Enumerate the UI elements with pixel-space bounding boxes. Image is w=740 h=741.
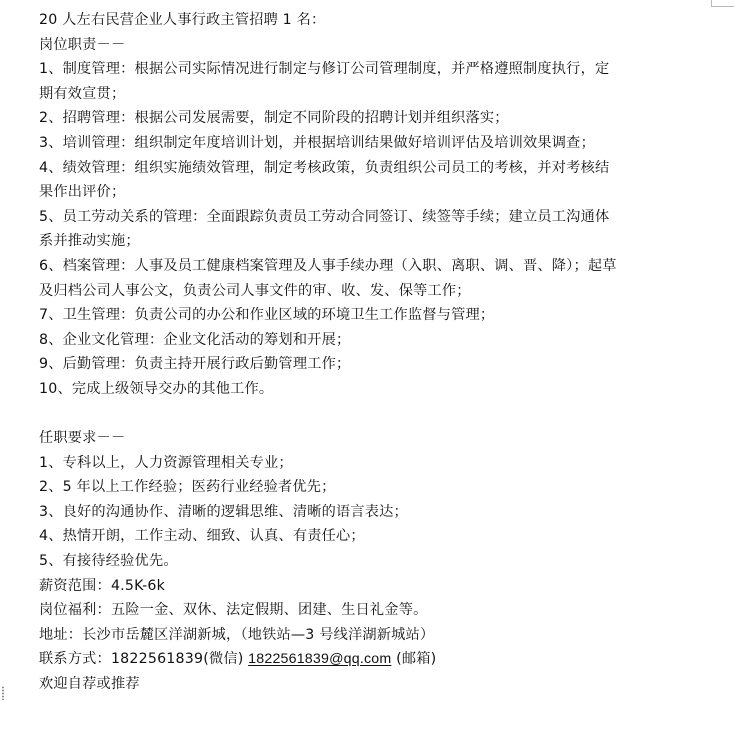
duty-line: 系并推动实施；: [39, 233, 140, 250]
contact-line: [39, 647, 729, 672]
requirements-heading: 任职要求－－: [39, 430, 126, 447]
duty-line: 6、档案管理：人事及员工健康档案管理及人事手续办理（入职、离职、调、晋、降）；起草: [39, 257, 617, 274]
requirements-list: [39, 451, 729, 574]
contact-suffix: (邮箱): [391, 651, 437, 668]
blank-line: [39, 402, 729, 427]
duty-line: 10、完成上级领导交办的其他工作。: [39, 380, 274, 397]
duty-line: 4、绩效管理：组织实施绩效管理，制定考核政策，负责组织公司员工的考核，并对考核结: [39, 159, 610, 176]
contact-email-link[interactable]: 1822561839@qq.com: [248, 651, 392, 668]
page-corner-mark: [711, 0, 734, 7]
benefits-line: 岗位福利：五险一金、双休、法定假期、团建、生日礼金等。: [39, 602, 428, 619]
salary-line: 薪资范围：4.5K-6k: [39, 577, 166, 594]
duty-line: 及归档公司人事公文，负责公司人事文件的审、收、发、保等工作；: [39, 282, 471, 299]
duty-line: 5、员工劳动关系的管理：全面跟踪负责员工劳动合同签订、续签等手续；建立员工沟通体: [39, 208, 610, 225]
closing-line: 欢迎自荐或推荐: [39, 676, 140, 693]
duty-line: 果作出评价；: [39, 184, 126, 201]
contact-prefix: 联系方式：1822561839(微信): [39, 651, 249, 668]
duty-line: 3、培训管理：组织制定年度培训计划，并根据培训结果做好培训评估及培训效果调查；: [39, 134, 595, 151]
requirement-line: 5、有接待经验优先。: [39, 553, 178, 570]
duty-line: 7、卫生管理：负责公司的办公和作业区域的环境卫生工作监督与管理；: [39, 307, 495, 324]
duty-line: 2、招聘管理：根据公司发展需要，制定不同阶段的招聘计划并组织落实；: [39, 110, 509, 127]
duty-line: 1、制度管理：根据公司实际情况进行制定与修订公司管理制度，并严格遵照制度执行，定: [39, 61, 610, 78]
job-title-line: 20 人左右民营企业人事行政主管招聘 1 名：: [39, 12, 326, 28]
address-line: 地址：长沙市岳麓区洋湖新城，（地铁站—3 号线洋湖新城站）: [39, 626, 435, 643]
duty-line: 期有效宣贯；: [39, 85, 126, 102]
duty-line: 9、后勤管理：负责主持开展行政后勤管理工作；: [39, 356, 351, 373]
duties-heading: 岗位职责－－: [39, 36, 126, 53]
margin-marker: [2, 686, 4, 700]
duty-line: 8、企业文化管理：企业文化活动的筹划和开展；: [39, 331, 351, 348]
document-body: [39, 8, 729, 697]
requirement-line: 2、5 年以上工作经验；医药行业经验者优先；: [39, 479, 336, 496]
duties-list: [39, 57, 729, 401]
requirement-line: 3、良好的沟通协作、清晰的逻辑思维、清晰的语言表达；: [39, 503, 408, 520]
requirement-line: 1、专科以上，人力资源管理相关专业；: [39, 454, 293, 471]
requirement-line: 4、热情开朗，工作主动、细致、认真、有责任心；: [39, 528, 365, 545]
